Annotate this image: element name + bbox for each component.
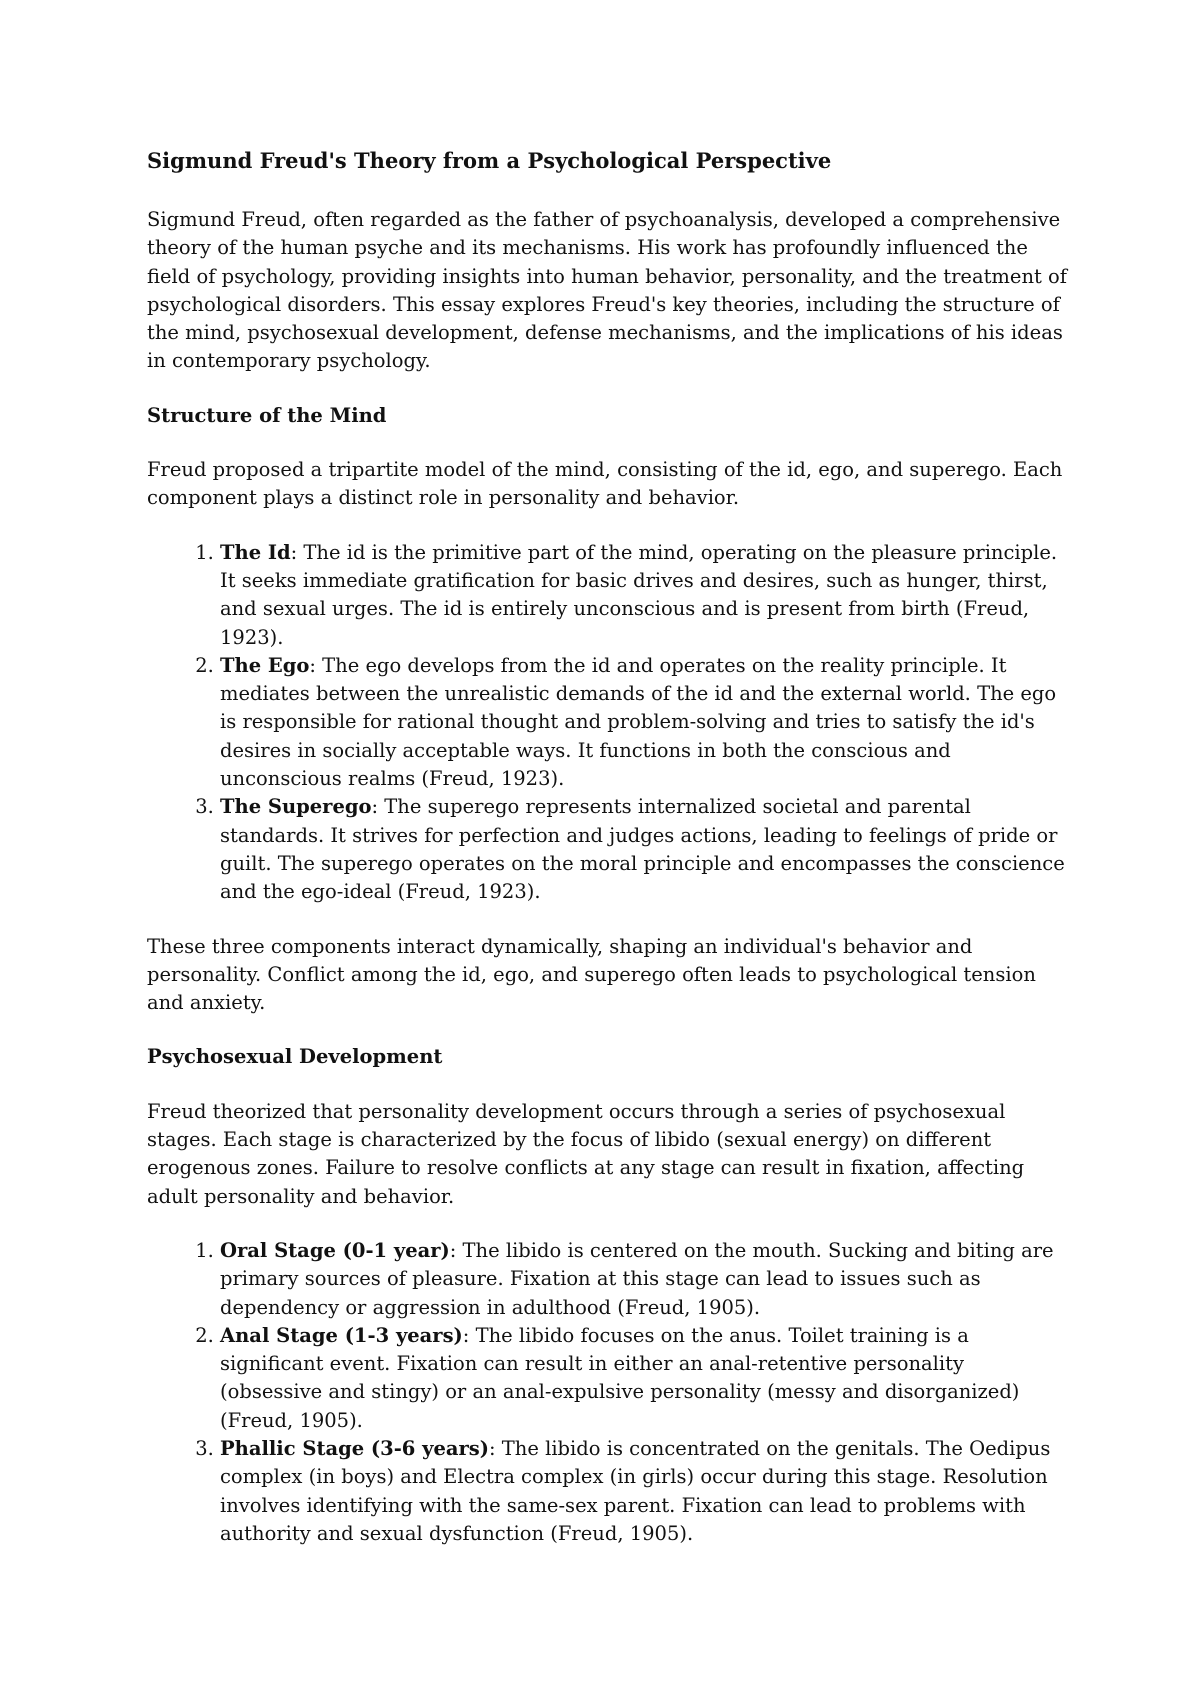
structure-conclusion-paragraph: These three components interact dynamically, shaping an individual's behavior and personality. Conflict among the id, ego, and superego often leads to psychological tension and anxiety. (147, 934, 1036, 1015)
list-item-term: The Ego (220, 653, 310, 677)
list-item (220, 539, 1067, 652)
list-item-text: : The id is the primitive part of the mind, operating on the pleasure principle. It seeks immediate gratification for basic drives and desires, such as hunger, thirst, and sexual urges. The id is entirely unconscious and is present from birth (Freud, 1923). (220, 540, 1058, 649)
section-heading-structure: Structure of the Mind (147, 403, 387, 427)
psychosexual-list (147, 1237, 1067, 1548)
list-item (220, 1237, 1067, 1322)
list-item-text: : The libido is concentrated on the genitals. The Oedipus complex (in boys) and Electra complex (in girls) occur during this stage. Resolution involves identifying with the same-sex parent. Fixation can lead to problems with authority and sexual dysfunction (Freud, 1905). (220, 1436, 1051, 1545)
structure-intro-paragraph: Freud proposed a tripartite model of the mind, consisting of the id, ego, and superego. Each component plays a distinct role in personality and behavior. (147, 458, 1063, 510)
list-item (220, 1435, 1067, 1548)
list-item-text: : The libido focuses on the anus. Toilet training is a significant event. Fixation can result in either an anal-retentive personality (obsessive and stingy) or an anal-expulsive personality (messy and disorganized) (Freud, 1905). (220, 1323, 1020, 1432)
list-item-term: Oral Stage (0-1 year) (220, 1238, 450, 1262)
psychosexual-intro-paragraph: Freud theorized that personality development occurs through a series of psychosexual stages. Each stage is characterized by the focus of libido (sexual energy) on different erogenous zones. Failure to resolve conflicts at any stage can result in fixation, affecting adult personality and behavior. (147, 1099, 1025, 1208)
list-item-term: The Id (220, 540, 291, 564)
intro-paragraph: Sigmund Freud, often regarded as the father of psychoanalysis, developed a comprehensive theory of the human psyche and its mechanisms. His work has profoundly influenced the field of psychology, providing insights into human behavior, personality, and the treatment of psychological disorders. This essay explores Freud's key theories, including the structure of the mind, psychosexual development, defense mechanisms, and the implications of his ideas in contemporary psychology. (147, 208, 1067, 373)
list-item-term: The Superego (220, 795, 372, 819)
document-page (147, 146, 1067, 1574)
section-heading-psychosexual: Psychosexual Development (147, 1045, 443, 1069)
list-item-term: Phallic Stage (3-6 years) (220, 1436, 490, 1460)
list-item-text: : The superego represents internalized societal and parental standards. It strives for perfection and judges actions, leading to feelings of pride or guilt. The superego operates on the moral principle and encompasses the conscience and the ego-ideal (Freud, 1923). (220, 795, 1065, 904)
document-title: Sigmund Freud's Theory from a Psychological Perspective (147, 148, 832, 173)
list-item (220, 793, 1067, 906)
list-item-term: Anal Stage (1-3 years) (220, 1323, 463, 1347)
list-item-text: : The libido is centered on the mouth. Sucking and biting are primary sources of pleasure. Fixation at this stage can lead to issues such as dependency or aggression in adulthood (Freud, 1905). (220, 1238, 1054, 1319)
list-item (220, 1322, 1067, 1435)
structure-list (147, 539, 1067, 907)
list-item-text: : The ego develops from the id and operates on the reality principle. It mediates between the unrealistic demands of the id and the external world. The ego is responsible for rational thought and problem-solving and tries to satisfy the id's desires in socially acceptable ways. It functions in both the conscious and unconscious realms (Freud, 1923). (220, 653, 1057, 791)
list-item (220, 652, 1067, 793)
